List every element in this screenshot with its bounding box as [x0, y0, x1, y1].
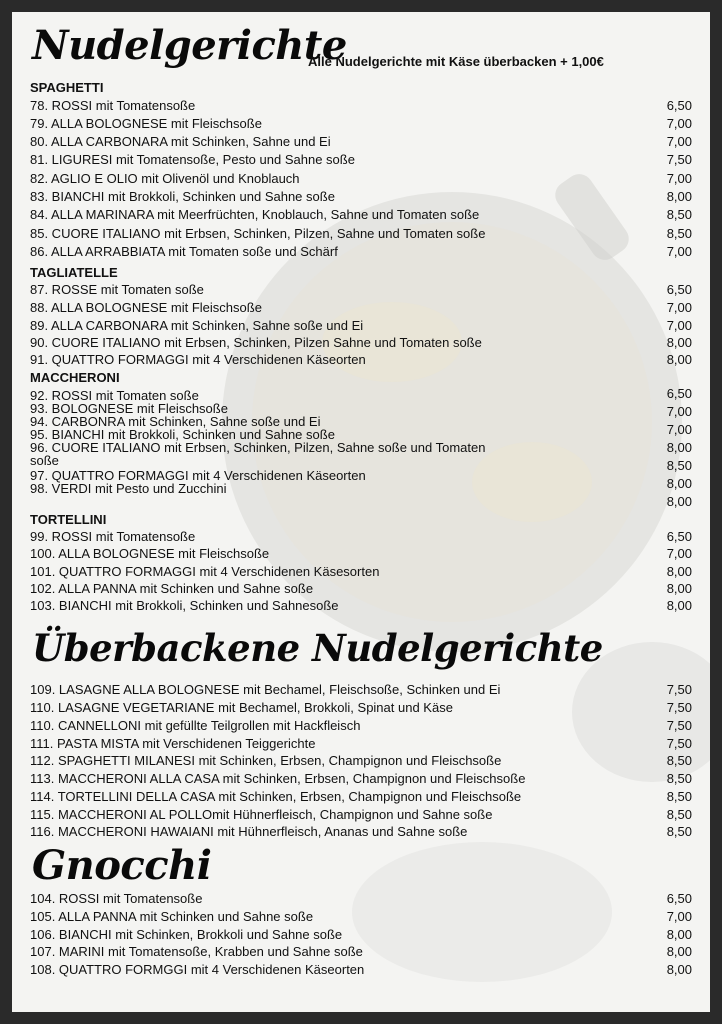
price: 8,50 — [666, 807, 692, 822]
price: 7,50 — [666, 700, 692, 715]
price: 8,00 — [666, 581, 692, 596]
price: 7,00 — [666, 318, 692, 333]
item-name: 103. BIANCHI mit Brokkoli, Schinken und Sahnesoße — [30, 598, 339, 613]
price: 7,00 — [666, 909, 692, 924]
price: 7,00 — [666, 116, 692, 131]
price: 7,00 — [666, 404, 692, 419]
item-name: 114. TORTELLINI DELLA CASA mit Schinken, Erbsen, Champignon und Fleischsoße — [30, 789, 522, 804]
price: 8,50 — [666, 753, 692, 768]
item-name: 97. QUATTRO FORMAGGI mit 4 Verschidenen Käseorten — [30, 468, 366, 483]
price: 8,00 — [666, 564, 692, 579]
item-name: 108. QUATTRO FORMGGI mit 4 Verschidenen Käseorten — [30, 962, 365, 977]
price: 8,00 — [666, 944, 692, 959]
item-name: 115. MACCHERONI AL POLLOmit Hühnerfleisch, Champignon und Sahne soße — [30, 807, 493, 822]
price: 8,50 — [666, 824, 692, 839]
item-name: 105. ALLA PANNA mit Schinken und Sahne soße — [30, 909, 314, 924]
item-name: 90. CUORE ITALIANO mit Erbsen, Schinken, Pilzen Sahne und Tomaten soße — [30, 335, 482, 350]
price: 7,50 — [666, 718, 692, 733]
price: 8,00 — [666, 927, 692, 942]
price: 7,50 — [666, 682, 692, 697]
item-name: 88. ALLA BOLOGNESE mit Fleischsoße — [30, 300, 262, 315]
item-name: 91. QUATTRO FORMAGGI mit 4 Verschidenen Käseorten — [30, 352, 366, 367]
section-title-ueberbackene: Überbackene Nudelgerichte — [32, 626, 603, 670]
item-name: 107. MARINI mit Tomatensoße, Krabben und Sahne soße — [30, 944, 363, 959]
cheese-surcharge-note: Alle Nudelgerichte mit Käse überbacken + 1,00€ — [308, 54, 604, 69]
item-name: 80. ALLA CARBONARA mit Schinken, Sahne und Ei — [30, 134, 331, 149]
item-name: 89. ALLA CARBONARA mit Schinken, Sahne soße und Ei — [30, 318, 364, 333]
price: 6,50 — [666, 98, 692, 113]
price: 8,50 — [666, 207, 692, 222]
item-name: 81. LIGURESI mit Tomatensoße, Pesto und Sahne soße — [30, 152, 355, 167]
price: 7,00 — [666, 244, 692, 259]
price: 8,00 — [666, 494, 692, 509]
item-name: 99. ROSSI mit Tomatensoße — [30, 529, 196, 544]
item-name: 83. BIANCHI mit Brokkoli, Schinken und Sahne soße — [30, 189, 335, 204]
item-name: 109. LASAGNE ALLA BOLOGNESE mit Bechamel, Fleischsoße, Schinken und Ei — [30, 682, 501, 697]
section-title-gnocchi: Gnocchi — [32, 842, 212, 889]
section-heading-maccheroni: MACCHERONI — [30, 370, 120, 385]
page-title: Nudelgerichte — [32, 22, 347, 69]
item-name: 86. ALLA ARRABBIATA mit Tomaten soße und Schärf — [30, 244, 338, 259]
section-heading-tortellini: TORTELLINI — [30, 512, 107, 527]
price: 7,00 — [666, 422, 692, 437]
item-name: 113. MACCHERONI ALLA CASA mit Schinken, Erbsen, Champignon und Fleischsoße — [30, 771, 526, 786]
price: 8,50 — [666, 789, 692, 804]
item-name: 87. ROSSE mit Tomaten soße — [30, 282, 204, 297]
item-name: 96. CUORE ITALIANO mit Erbsen, Schinken, Pilzen, Sahne soße und Tomaten — [30, 440, 486, 455]
price: 7,00 — [666, 171, 692, 186]
item-name: 78. ROSSI mit Tomatensoße — [30, 98, 196, 113]
price: 8,00 — [666, 335, 692, 350]
price: 8,00 — [666, 598, 692, 613]
price: 8,00 — [666, 962, 692, 977]
price: 7,50 — [666, 736, 692, 751]
item-name: 110. LASAGNE VEGETARIANE mit Bechamel, Brokkoli, Spinat und Käse — [30, 700, 453, 715]
item-name: 95. BIANCHI mit Brokkoli, Schinken und Sahne soße — [30, 427, 335, 442]
item-name: 101. QUATTRO FORMAGGI mit 4 Verschidenen Käsesorten — [30, 564, 380, 579]
section-heading-tagliatelle: TAGLIATELLE — [30, 265, 118, 280]
price: 6,50 — [666, 891, 692, 906]
price: 7,00 — [666, 546, 692, 561]
price: 8,50 — [666, 771, 692, 786]
item-name: 85. CUORE ITALIANO mit Erbsen, Schinken, Pilzen, Sahne und Tomaten soße — [30, 226, 486, 241]
item-name: 84. ALLA MARINARA mit Meerfrüchten, Knoblauch, Sahne und Tomaten soße — [30, 207, 480, 222]
item-name: soße — [30, 453, 59, 468]
maccheroni-price-column — [632, 385, 692, 511]
price: 6,50 — [666, 282, 692, 297]
price: 8,50 — [666, 458, 692, 473]
price: 8,00 — [666, 440, 692, 455]
price: 8,00 — [666, 476, 692, 491]
price: 7,00 — [666, 300, 692, 315]
item-name: 98. VERDI mit Pesto und Zucchini — [30, 481, 227, 496]
item-name: 92. ROSSI mit Tomaten soße — [30, 388, 199, 403]
item-name: 100. ALLA BOLOGNESE mit Fleischsoße — [30, 546, 270, 561]
section-heading-spaghetti: SPAGHETTI — [30, 80, 104, 95]
item-name: 82. AGLIO E OLIO mit Olivenöl und Knoblauch — [30, 171, 300, 186]
item-name: 94. CARBONRA mit Schinken, Sahne soße und Ei — [30, 414, 321, 429]
price: 6,50 — [666, 529, 692, 544]
item-name: 102. ALLA PANNA mit Schinken und Sahne soße — [30, 581, 314, 596]
price: 7,00 — [666, 134, 692, 149]
price: 8,00 — [666, 352, 692, 367]
item-name: 110. CANNELLONI mit gefüllte Teilgrollen mit Hackfleisch — [30, 718, 361, 733]
item-name: 93. BOLOGNESE mit Fleischsoße — [30, 401, 228, 416]
item-name: 111. PASTA MISTA mit Verschidenen Teiggerichte — [30, 736, 316, 751]
item-name: 112. SPAGHETTI MILANESI mit Schinken, Erbsen, Champignon und Fleischsoße — [30, 753, 502, 768]
item-name: 104. ROSSI mit Tomatensoße — [30, 891, 203, 906]
item-name: 116. MACCHERONI HAWAIANI mit Hühnerfleisch, Ananas und Sahne soße — [30, 824, 468, 839]
price: 6,50 — [666, 386, 692, 401]
price: 7,50 — [666, 152, 692, 167]
price: 8,00 — [666, 189, 692, 204]
item-name: 106. BIANCHI mit Schinken, Brokkoli und Sahne soße — [30, 927, 343, 942]
price: 8,50 — [666, 226, 692, 241]
item-name: 79. ALLA BOLOGNESE mit Fleischsoße — [30, 116, 262, 131]
menu-page — [12, 12, 710, 1012]
